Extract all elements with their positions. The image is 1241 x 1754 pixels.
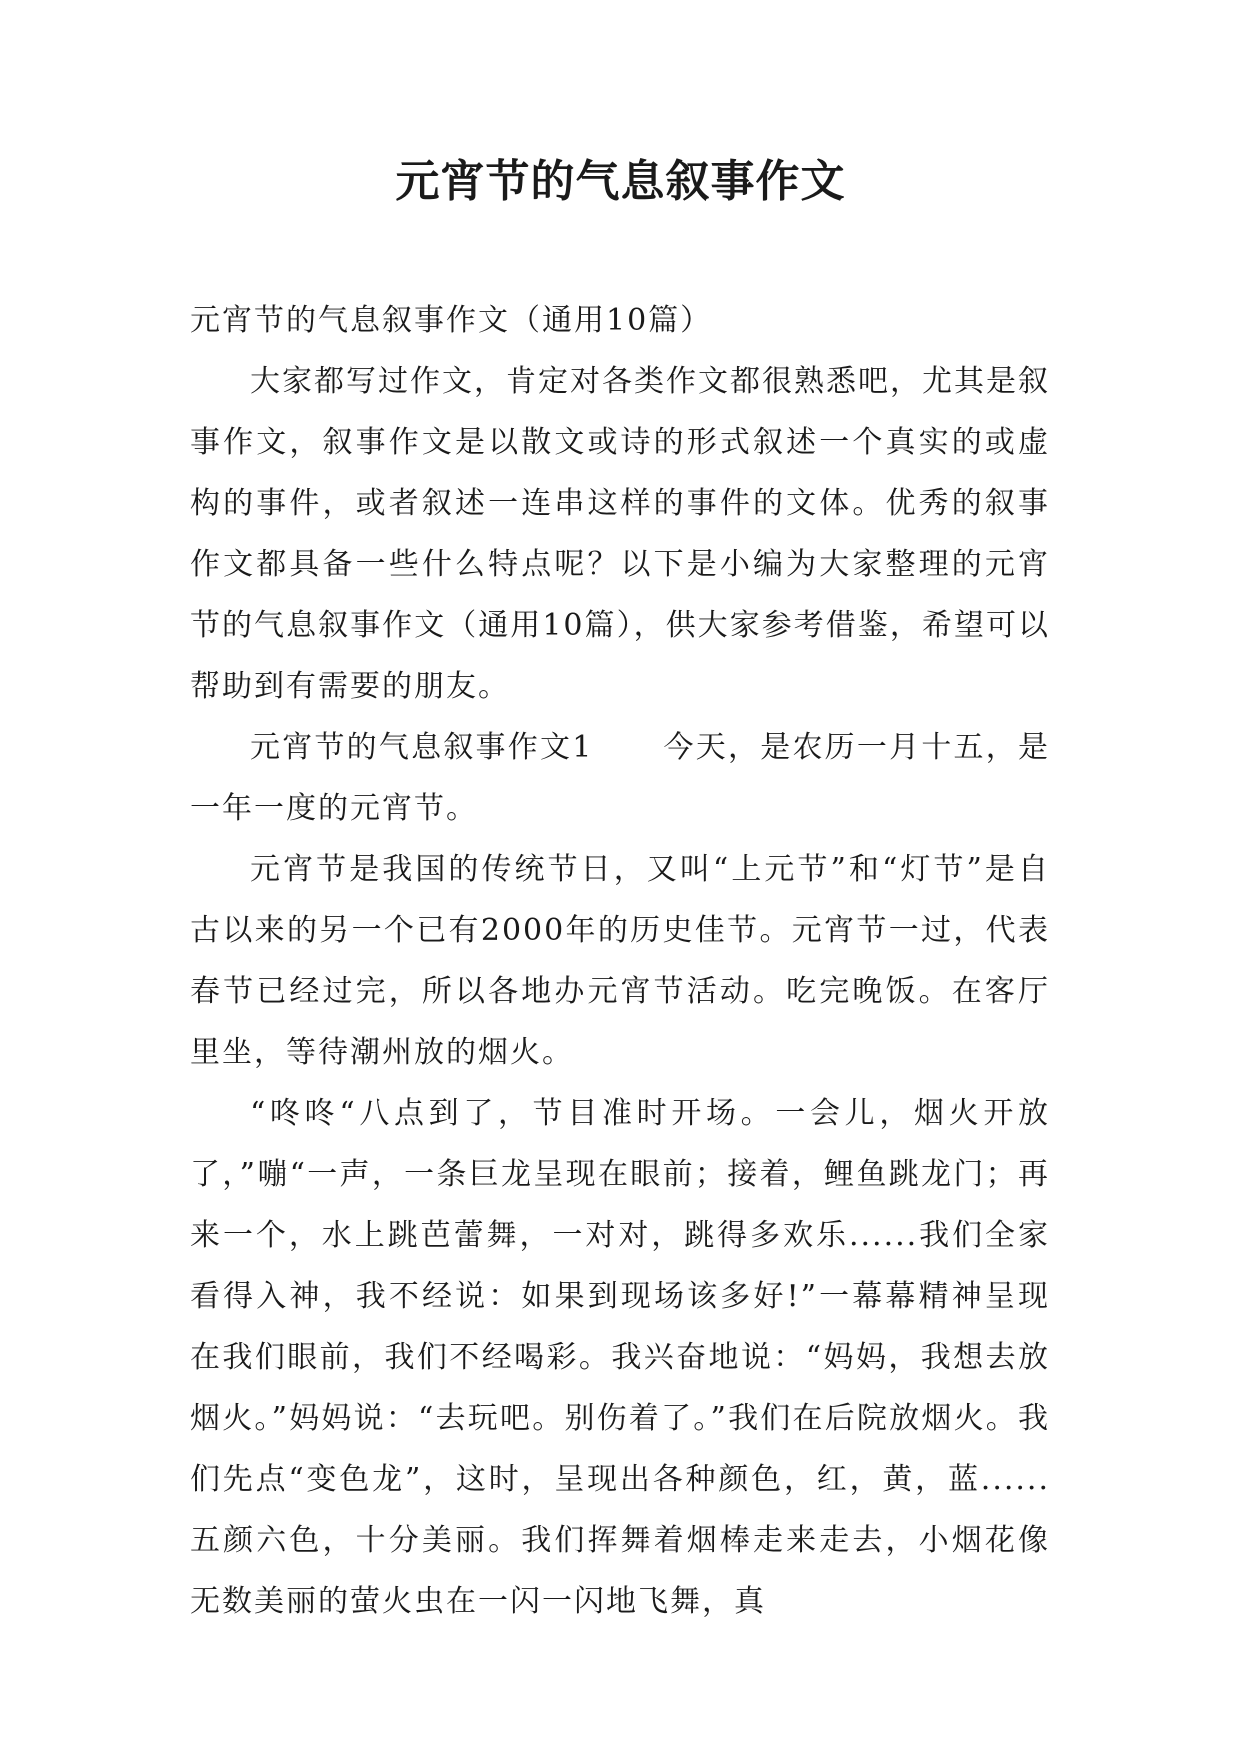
document-title: 元宵节的气息叙事作文 [395,156,846,207]
essay-1-paragraph-3: “咚咚“八点到了，节目准时开场。一会儿，烟火开放了，”嘣“一声，一条巨龙呈现在眼前；接着，鲤鱼跳龙门；再来一个，水上跳芭蕾舞，一对对，跳得多欢乐......我们全家看得入神，我不经说：如果到现场该多好!”一幕幕精神呈现在我们眼前，我们不经喝彩。我兴奋地说：“妈妈，我想去放烟火。”妈妈说：“去玩吧。别伤着了。”我们在后院放烟火。我们先点“变色龙”，这时，呈现出各种颜色，红，黄，蓝......五颜六色，十分美丽。我们挥舞着烟棒走来走去，小烟花像无数美丽的萤火虫在一闪一闪地飞舞，真 [190,1096,1050,1619]
intro-paragraph: 大家都写过作文，肯定对各类作文都很熟悉吧，尤其是叙事作文，叙事作文是以散文或诗的形式叙述一个真实的或虚构的事件，或者叙述一连串这样的事件的文体。优秀的叙事作文都具备一些什么特点呢？以下是小编为大家整理的元宵节的气息叙事作文（通用10篇），供大家参考借鉴，希望可以帮助到有需要的朋友。 [190,364,1050,704]
essay-1-opening-paragraph [190,717,1050,839]
document-body [190,290,1050,1632]
document-subtitle: 元宵节的气息叙事作文（通用10篇） [190,303,713,338]
essay-1-first-sentence: 今天，是农历一月十五，是一年一度的元宵节。 [190,730,1051,826]
essay-1-paragraph-2: 元宵节是我国的传统节日，又叫“上元节”和“灯节”是自古以来的另一个已有2000年的历史佳节。元宵节一过，代表春节已经过完，所以各地办元宵节活动。吃完晚饭。在客厅里坐，等待潮州放的烟火。 [190,852,1050,1070]
essay-1-heading: 元宵节的气息叙事作文1 [250,730,594,765]
